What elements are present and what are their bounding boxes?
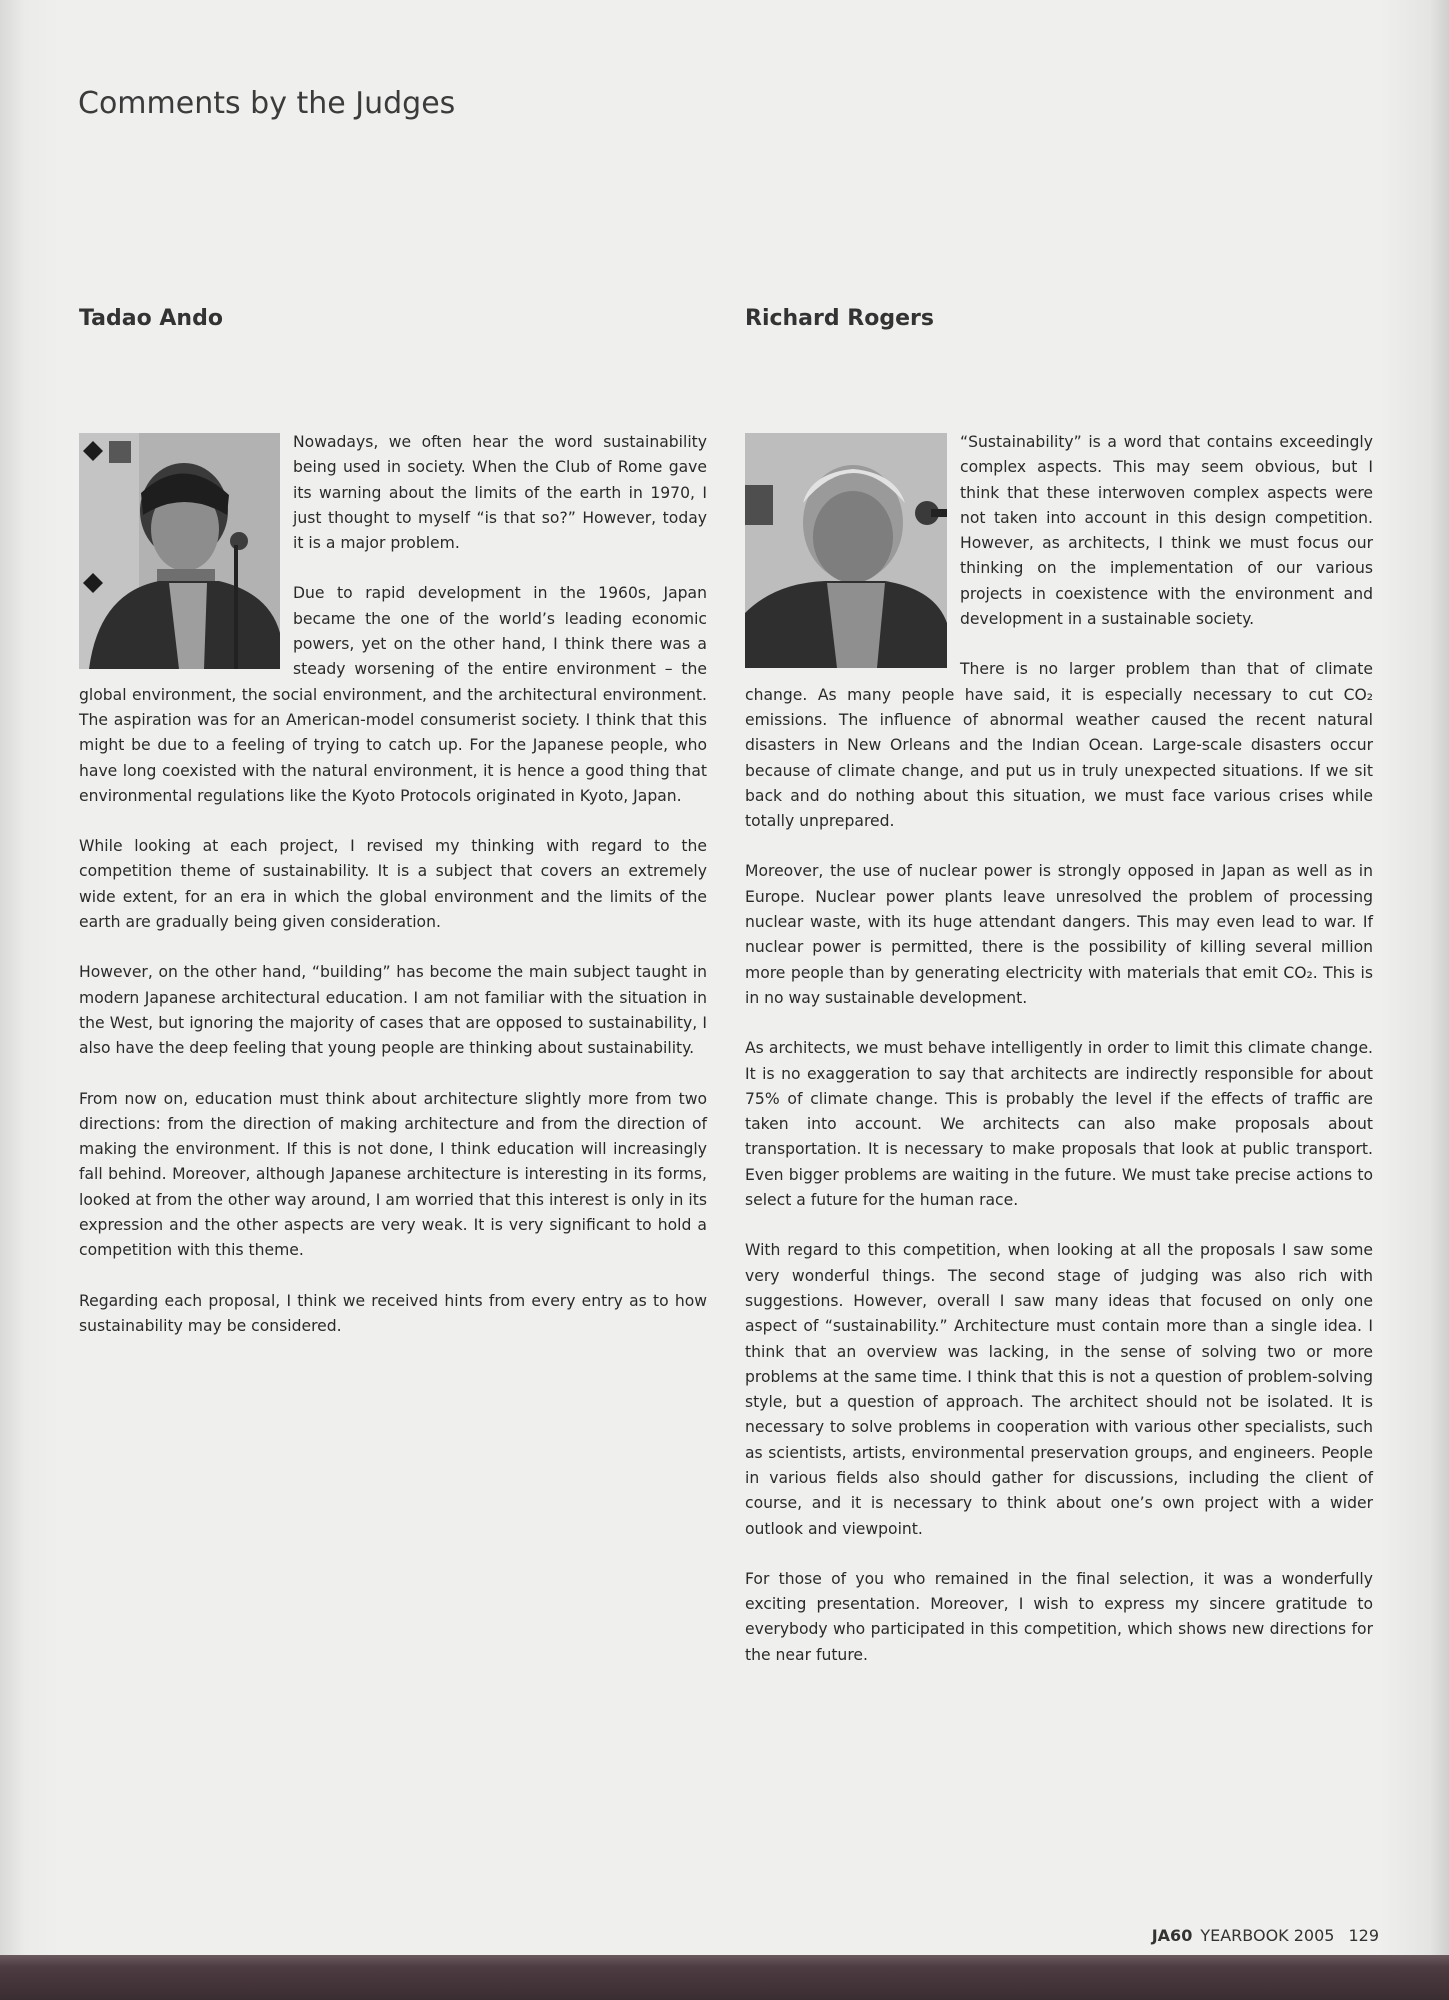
footer-publication: YEARBOOK 2005 xyxy=(1200,1926,1335,1945)
paragraph: Moreover, the use of nuclear power is strongly opposed in Japan as well as in Europe. Nuclear power plants leave unresolved the problem of processing nuclear waste, with its huge attendant dangers. This may even lead to war. If nuclear power is permitted, there is the possibility of killing several million more people than by generating electricity with materials that emit CO₂. This is in no way sustainable development. xyxy=(745,862,1373,1007)
judge-name-ando: Tadao Ando xyxy=(79,306,223,331)
paragraph: As architects, we must behave intelligently in order to limit this climate change. It is no exaggeration to say that architects are indirectly responsible for about 75% of climate change. This is probably the level if the effects of traffic are taken into account. We architects can also make proposals about transportation. It is necessary to make proposals that look at public transport. Even bigger problems are waiting in the future. We must take precise actions to select a future for the human race. xyxy=(745,1039,1373,1210)
page-edge-background xyxy=(0,1955,1449,2000)
portrait-photo-rogers xyxy=(745,433,947,668)
judge-comment-ando xyxy=(79,430,707,1339)
paragraph: There is no larger problem than that of climate change. As many people have said, it is especially necessary to cut CO₂ emissions. The influence of abnormal weather caused the recent natural disasters in New Orleans and the Indian Ocean. Large-scale disasters occur because of climate change, and put us in truly unexpected situations. If we sit back and do nothing about this situation, we must face various crises while totally unprepared. xyxy=(745,660,1373,831)
paragraph: However, on the other hand, “building” has become the main subject taught in modern Japanese architectural education. I am not familiar with the situation in the West, but ignoring the majority of cases that are opposed to sustainability, I also have the deep feeling that young people are thinking about sustainability. xyxy=(79,963,707,1058)
portrait-image-rogers xyxy=(745,433,947,668)
paragraph: With regard to this competition, when looking at all the proposals I saw some very wonderful things. The second stage of judging was also rich with suggestions. However, overall I saw many ideas that focused on only one aspect of “sustainability.” Architecture must contain more than a single idea. I think that an overview was lacking, in the sense of solving two or more problems at the same time. I think that this is not a question of problem-solving style, but a question of approach. The architect should not be isolated. It is necessary to solve problems in cooperation with various other specialists, such as scientists, artists, environmental preservation groups, and engineers. People in various fields also should gather for discussions, including the client of course, and it is necessary to think about one’s own project with a wider outlook and viewpoint. xyxy=(745,1241,1373,1538)
paragraph: “Sustainability” is a word that contains exceedingly complex aspects. This may seem obvious, but I think that these interwoven complex aspects were not taken into account in this design competition. However, as architects, I think we must focus our thinking on the implementation of our various projects in coexistence with the environment and development in a sustainable society. xyxy=(960,433,1373,629)
portrait-photo-ando xyxy=(79,433,280,669)
paragraph: For those of you who remained in the final selection, it was a wonderfully exciting presentation. Moreover, I wish to express my sincere gratitude to everybody who participated in this competition, which shows new directions for the near future. xyxy=(745,1569,1373,1664)
paragraph: Regarding each proposal, I think we received hints from every entry as to how sustainability may be considered. xyxy=(79,1291,707,1335)
paragraph: Nowadays, we often hear the word sustainability being used in society. When the Club of Rome gave its warning about the limits of the earth in 1970, I just thought to myself “is that so?” However, today it is a major problem. xyxy=(293,433,707,553)
judge-column-rogers xyxy=(745,306,1373,1693)
paragraph: From now on, education must think about architecture slightly more from two directions: from the direction of making architecture and from the direction of making the environment. If this is not done, I think education will increasingly fall behind. Moreover, although Japanese architecture is interesting in its forms, looked at from the other way around, I am worried that this interest is only in its expression and the other aspects are very weak. It is very significant to hold a competition with this theme. xyxy=(79,1089,707,1260)
page-number: 129 xyxy=(1348,1926,1379,1945)
page-title: Comments by the Judges xyxy=(78,86,456,121)
portrait-image-ando xyxy=(79,433,280,669)
page-footer xyxy=(1152,1926,1379,1945)
judge-comment-rogers xyxy=(745,430,1373,1668)
judge-column-ando xyxy=(79,306,707,1364)
paragraph: While looking at each project, I revised my thinking with regard to the competition theme of sustainability. It is a subject that covers an extremely wide extent, for an era in which the global environment and the limits of the earth are gradually being given consideration. xyxy=(79,837,707,932)
judge-name-rogers: Richard Rogers xyxy=(745,306,934,331)
footer-brand: JA60 xyxy=(1151,1926,1193,1945)
paragraph: Due to rapid development in the 1960s, Japan became the one of the world’s leading economic powers, yet on the other hand, I think there was a steady worsening of the entire environment – the global environment, the social environment, and the architectural environment. The aspiration was for an American-model consumerist society. I think that this might be due to a feeling of trying to catch up. For the Japanese people, who have long coexisted with the natural environment, it is hence a good thing that environmental regulations like the Kyoto Protocols originated in Kyoto, Japan. xyxy=(79,584,707,805)
